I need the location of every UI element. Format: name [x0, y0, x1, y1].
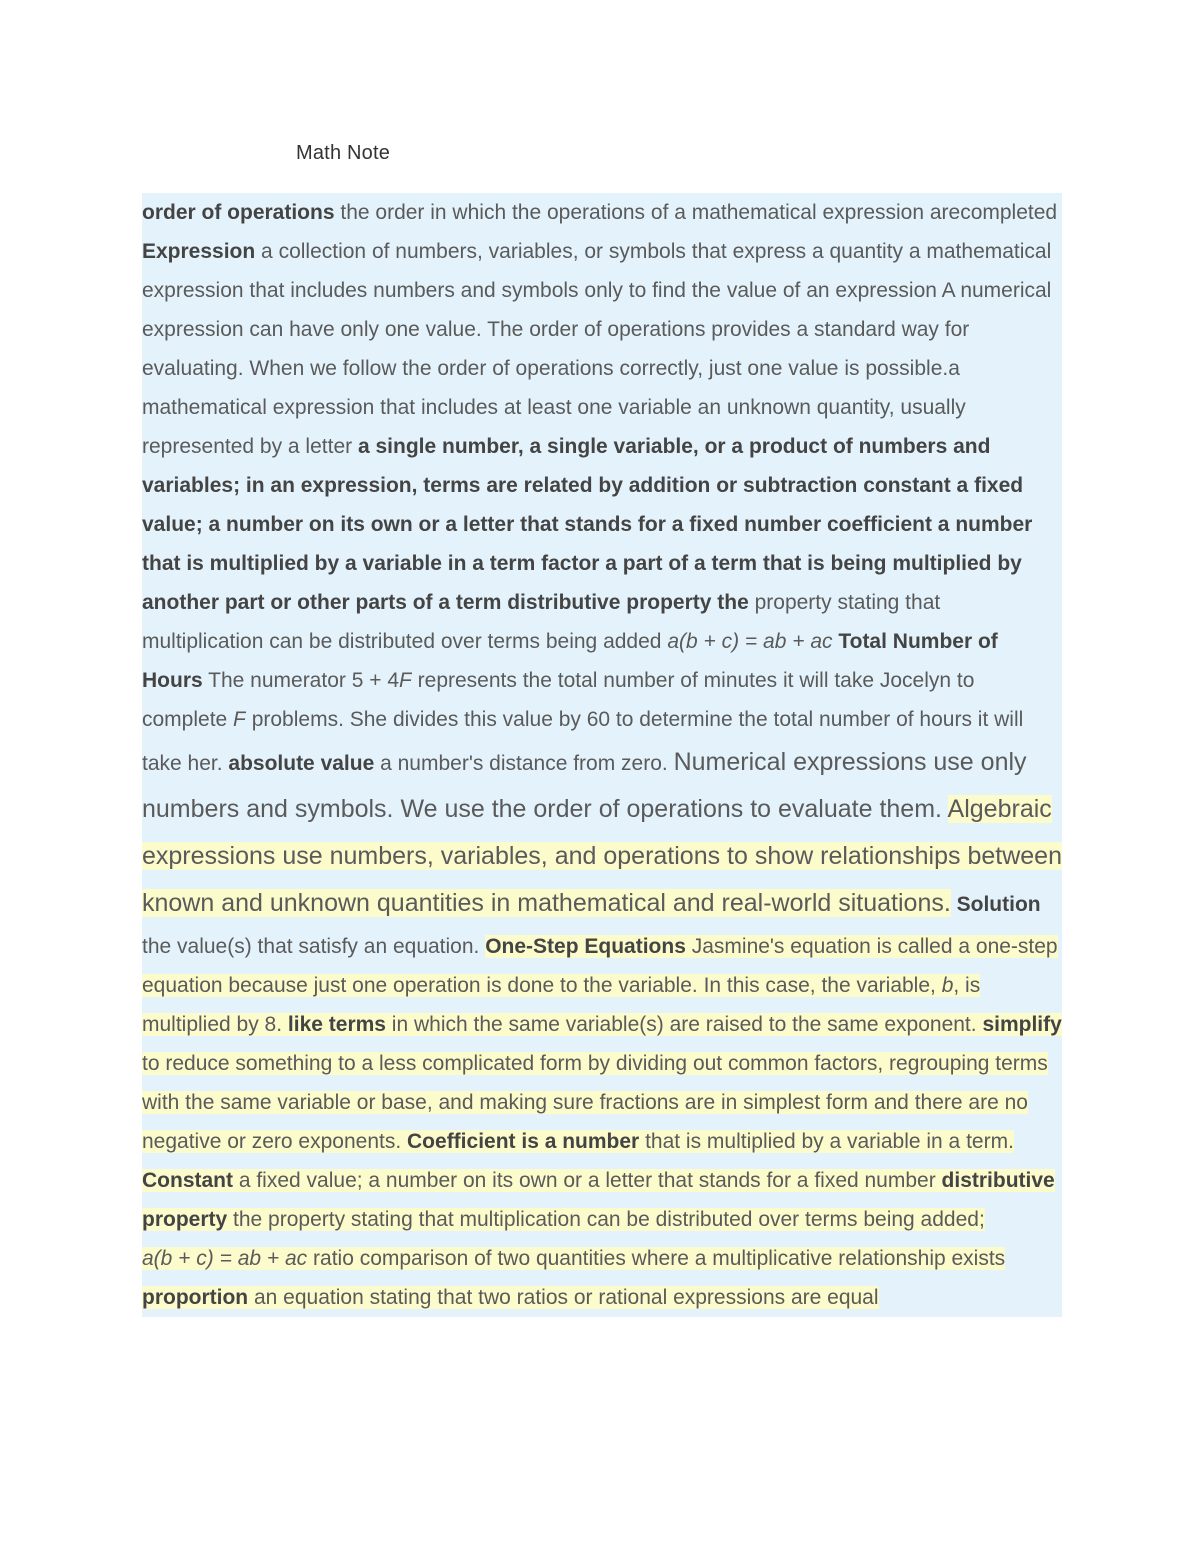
body-text: to reduce something to a less complicated form by dividing out common factors, regrouping terms with the same variable or base, and making sure fractions are in simplest form and there are no negative or zero exponents.	[142, 1052, 1048, 1153]
body-text: represents the total number of minutes it will take Jocelyn to complete	[142, 669, 975, 731]
term-heading: simplify	[982, 1013, 1062, 1036]
note-body	[142, 193, 1062, 1317]
emphasis-text: Numerical expressions use only numbers and symbols. We use the order of operations to evaluate them.	[142, 748, 1027, 823]
term-heading: One-Step Equations	[485, 935, 686, 958]
term-heading: order of operations	[142, 201, 335, 224]
body-text: Jasmine's equation is called a one-step equation because just one operation is done to the variable. In this case, the variable,	[142, 935, 1058, 997]
body-text: a collection of numbers, variables, or symbols that express a quantity a mathematical expression that includes numbers and symbols only to find the value of an expression A numerical expression can have only one value. The order of operations provides a standard way for evaluating. When we follow the order of operations correctly, just one value is possible.a mathematical expression that includes at least one variable an unknown quantity, usually represented by a letter	[142, 240, 1052, 458]
body-text: problems. She divides this value by 60 to determine the total number of hours it will take her.	[142, 708, 1024, 775]
body-text: property stating that multiplication can be distributed over terms being added	[142, 591, 941, 653]
term-heading: distributive property	[142, 1169, 1055, 1231]
term-heading: proportion	[142, 1286, 249, 1309]
term-heading: Solution	[956, 893, 1041, 916]
body-text: the order in which the operations of a mathematical expression arecompleted	[334, 201, 1058, 224]
emphasis-text: Algebraic expressions use numbers, variables, and operations to show relationships between known and unknown quantities in mathematical and real-world situations.	[142, 795, 1062, 917]
math-expression: a(b + c) = ab + ac	[667, 630, 833, 653]
body-text: the value(s) that satisfy an equation.	[142, 935, 486, 958]
body-text: an equation stating that two ratios or rational expressions are equal	[248, 1286, 879, 1309]
term-heading: Expression	[142, 240, 256, 263]
math-expression: a(b + c) = ab + ac	[142, 1247, 308, 1270]
term-heading: Total Number of Hours	[142, 630, 998, 692]
page-title: Math Note	[296, 142, 391, 164]
body-text: a fixed value; a number on its own or a letter that stands for a fixed number	[233, 1169, 942, 1192]
body-text	[951, 893, 957, 916]
body-text: that is multiplied by a variable in a term.	[639, 1130, 1014, 1153]
math-expression: F	[233, 708, 246, 731]
body-text: , is multiplied by 8.	[142, 974, 981, 1036]
math-expression: b	[941, 974, 954, 997]
term-heading: a single number, a single variable, or a product of numbers and variables; in an expression, terms are related by addition or subtraction constant a fixed value; a number on its own or a letter that stands for a fixed number coefficient a number that is multiplied by a variable in a term factor a part of a term that is being multiplied by another part or other parts of a term distributive property the	[142, 435, 1033, 614]
term-heading: Constant	[142, 1169, 233, 1192]
body-text: ratio comparison of two quantities where a multiplicative relationship exists	[307, 1247, 1006, 1270]
body-text: a number's distance from zero.	[374, 752, 674, 775]
term-heading: like terms	[287, 1013, 386, 1036]
term-heading: Coefficient is a number	[407, 1130, 640, 1153]
math-expression: F	[399, 669, 412, 692]
body-text: The numerator 5 + 4	[202, 669, 399, 692]
term-heading: absolute value	[228, 752, 375, 775]
body-text: the property stating that multiplication can be distributed over terms being added;	[227, 1208, 985, 1231]
body-text: in which the same variable(s) are raised to the same exponent.	[385, 1013, 983, 1036]
